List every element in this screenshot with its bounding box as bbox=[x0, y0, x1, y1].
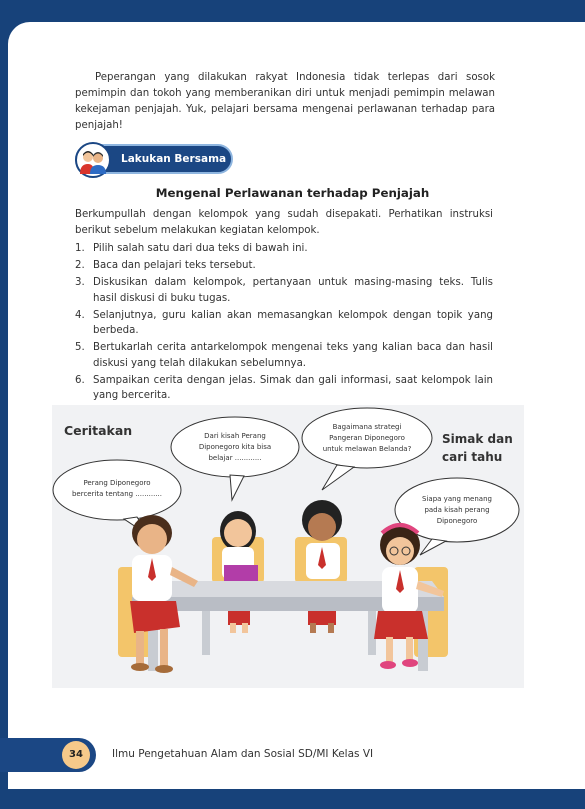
svg-text:pada kisah perang: pada kisah perang bbox=[424, 506, 490, 514]
list-item: 5. Bertukarlah cerita antarkelompok mengenai teks yang kalian baca dan hasil diskusi yang telah dilakukan sebelumnya. bbox=[75, 342, 493, 369]
book-title: Ilmu Pengetahuan Alam dan Sosial SD/MI Kelas VI bbox=[112, 748, 374, 760]
students-icon bbox=[75, 142, 111, 178]
svg-text:Siapa yang menang: Siapa yang menang bbox=[422, 495, 492, 503]
svg-text:untuk melawan Belanda?: untuk melawan Belanda? bbox=[322, 445, 412, 453]
svg-text:Dari kisah Perang: Dari kisah Perang bbox=[204, 432, 266, 440]
page-number: 34 bbox=[62, 741, 90, 769]
student-boy-curly bbox=[302, 500, 342, 633]
list-item: 1. Pilih salah satu dari dua teks di bawah ini. bbox=[75, 243, 308, 254]
svg-text:belajar ............: belajar ............ bbox=[208, 454, 262, 462]
svg-text:Bagaimana strategi: Bagaimana strategi bbox=[332, 423, 402, 431]
label-ceritakan: Ceritakan bbox=[64, 423, 133, 438]
list-item: 4. Selanjutnya, guru kalian akan memasangkan kelompok dengan topik yang berbeda. bbox=[75, 309, 493, 336]
svg-text:Diponegoro: Diponegoro bbox=[436, 517, 478, 525]
discussion-illustration bbox=[52, 405, 524, 688]
section-title: Mengenal Perlawanan terhadap Penjajah bbox=[155, 186, 430, 200]
label-simak: Simak dan bbox=[442, 432, 513, 446]
instruction-list bbox=[75, 241, 493, 405]
student-girl-reading bbox=[220, 511, 258, 633]
activity-badge bbox=[75, 144, 233, 174]
svg-text:bercerita tentang ............: bercerita tentang ............ bbox=[71, 490, 163, 498]
list-item: 2. Baca dan pelajari teks tersebut. bbox=[75, 260, 256, 271]
lead-paragraph: Berkumpullah dengan kelompok yang sudah disepakati. Perhatikan instruksi berikut sebelum melakukan kegiatan kelompok. bbox=[75, 209, 493, 236]
speech-bubble-3 bbox=[302, 408, 432, 490]
list-item: 6. Sampaikan cerita dengan jelas. Simak dan gali informasi, saat kelompok lain yang bercerita. bbox=[75, 374, 493, 401]
svg-text:Perang Diponegoro: Perang Diponegoro bbox=[83, 479, 151, 487]
list-item: 3. Diskusikan dalam kelompok, pertanyaan untuk masing-masing teks. Tulis hasil diskusi di buku tugas. bbox=[75, 277, 493, 304]
svg-text:Diponegoro kita bisa: Diponegoro kita bisa bbox=[198, 443, 272, 451]
speech-bubble-2 bbox=[171, 417, 299, 500]
label-cari-tahu: cari tahu bbox=[442, 450, 503, 464]
intro-paragraph: Peperangan yang dilakukan rakyat Indonesia tidak terlepas dari sosok pemimpin dan tokoh yang memberanikan diri untuk menjadi pemimpin melawan kekejaman penjajah. Yuk, pelajari bersama mengenai perlawanan terhadap para penjajah! bbox=[75, 72, 495, 131]
bottom-band bbox=[0, 789, 585, 809]
svg-text:Pangeran Diponegoro: Pangeran Diponegoro bbox=[329, 434, 405, 442]
activity-badge-label: Lakukan Bersama bbox=[121, 153, 227, 165]
